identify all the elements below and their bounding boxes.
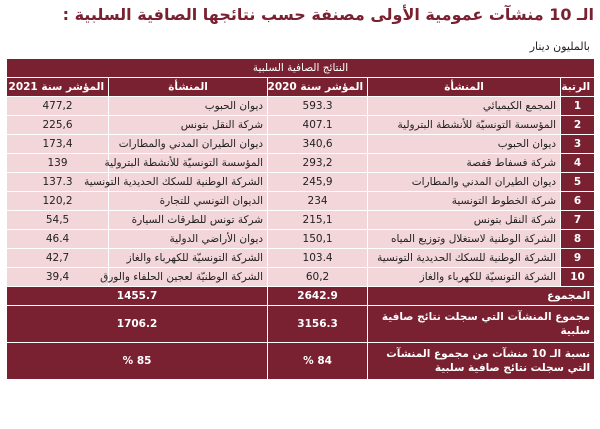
results-table	[6, 58, 595, 380]
org-2021-cell: الشركة التونسيّة للكهرباء والغاز	[109, 249, 268, 268]
table-row	[7, 192, 595, 211]
value-2021-cell: 477,2	[7, 97, 109, 116]
rank-cell: 3	[561, 135, 595, 154]
value-2020-cell: 340,6	[268, 135, 368, 154]
org-2021-cell: ديوان الحبوب	[109, 97, 268, 116]
table-row	[7, 154, 595, 173]
table-group-header: النتائج الصافية السلبية	[7, 59, 595, 78]
org-2021-cell: الشركة الوطنيّة لعجين الحلفاء والورق	[109, 268, 268, 287]
header-rank: الرتبة	[561, 78, 595, 97]
table-row	[7, 135, 595, 154]
value-2021-cell: 173,4	[7, 135, 109, 154]
summary-value-2021: 1706.2	[7, 306, 268, 343]
summary-value-2020: 2642.9	[268, 287, 368, 306]
value-2020-cell: 103.4	[268, 249, 368, 268]
summary-value-2021: 1455.7	[7, 287, 268, 306]
rank-cell: 9	[561, 249, 595, 268]
header-indicator-2021: المؤشر سنة 2021	[7, 78, 109, 97]
summary-label: نسبة الـ 10 منشآت من مجموع المنشآت التي سجلت نتائج صافية سلبية	[368, 343, 595, 380]
org-2020-cell: الشركة الوطنية لاستغلال وتوزيع المياه	[368, 230, 561, 249]
value-2020-cell: 293,2	[268, 154, 368, 173]
summary-label: مجموع المنشآت التي سجلت نتائج صافية سلبية	[368, 306, 595, 343]
rank-cell: 8	[561, 230, 595, 249]
table-row	[7, 249, 595, 268]
summary-row-total	[7, 287, 595, 306]
value-2020-cell: 593.3	[268, 97, 368, 116]
rank-cell: 2	[561, 116, 595, 135]
table-row	[7, 268, 595, 287]
summary-label: المجموع	[368, 287, 595, 306]
summary-row-negative-total	[7, 306, 595, 343]
org-2021-cell: شركة النقل بتونس	[109, 116, 268, 135]
org-2020-cell: شركة فسفاط قفصة	[368, 154, 561, 173]
org-2021-cell: ديوان الطيران المدني والمطارات	[109, 135, 268, 154]
value-2020-cell: 245,9	[268, 173, 368, 192]
header-indicator-2020: المؤشر سنة 2020	[268, 78, 368, 97]
org-2020-cell: شركة الخطوط التونسية	[368, 192, 561, 211]
value-2020-cell: 234	[268, 192, 368, 211]
rank-cell: 1	[561, 97, 595, 116]
unit-note: بالمليون دينار	[529, 40, 590, 53]
value-2020-cell: 150,1	[268, 230, 368, 249]
value-2021-cell: 139	[7, 154, 109, 173]
value-2020-cell: 215,1	[268, 211, 368, 230]
value-2021-cell: 137.3	[7, 173, 109, 192]
org-2021-cell: الشركة الوطنية للسكك الحديدية التونسية	[109, 173, 268, 192]
summary-value-2021: 85 %	[7, 343, 268, 380]
org-2021-cell: ديوان الأراضي الدولية	[109, 230, 268, 249]
org-2021-cell: المؤسسة التونسيّة للأنشطة البترولية	[109, 154, 268, 173]
org-2020-cell: الشركة الوطنية للسكك الحديدية التونسية	[368, 249, 561, 268]
header-org-2021: المنشأة	[109, 78, 268, 97]
value-2021-cell: 46.4	[7, 230, 109, 249]
table-row	[7, 230, 595, 249]
value-2021-cell: 225,6	[7, 116, 109, 135]
value-2020-cell: 60,2	[268, 268, 368, 287]
summary-row-share	[7, 343, 595, 380]
org-2020-cell: شركة النقل بتونس	[368, 211, 561, 230]
org-2020-cell: ديوان الحبوب	[368, 135, 561, 154]
header-org-2020: المنشأة	[368, 78, 561, 97]
org-2020-cell: المؤسسة التونسيّة للأنشطة البترولية	[368, 116, 561, 135]
org-2021-cell: شركة تونس للطرقات السيارة	[109, 211, 268, 230]
page-title: الـ 10 منشآت عمومية الأولى مصنفة حسب نتائجها الصافية السلبية :	[62, 5, 594, 24]
table-row	[7, 173, 595, 192]
table-row	[7, 116, 595, 135]
value-2021-cell: 120,2	[7, 192, 109, 211]
value-2021-cell: 39,4	[7, 268, 109, 287]
rank-cell: 6	[561, 192, 595, 211]
org-2020-cell: ديوان الطيران المدني والمطارات	[368, 173, 561, 192]
value-2021-cell: 42,7	[7, 249, 109, 268]
summary-value-2020: 3156.3	[268, 306, 368, 343]
table-row	[7, 97, 595, 116]
value-2020-cell: 407.1	[268, 116, 368, 135]
rank-cell: 4	[561, 154, 595, 173]
table-body	[7, 97, 595, 380]
rank-cell: 10	[561, 268, 595, 287]
summary-value-2020: 84 %	[268, 343, 368, 380]
org-2020-cell: الشركة التونسيّة للكهرباء والغاز	[368, 268, 561, 287]
value-2021-cell: 54,5	[7, 211, 109, 230]
rank-cell: 5	[561, 173, 595, 192]
org-2021-cell: الديوان التونسي للتجارة	[109, 192, 268, 211]
org-2020-cell: المجمع الكيميائي	[368, 97, 561, 116]
table-row	[7, 211, 595, 230]
rank-cell: 7	[561, 211, 595, 230]
